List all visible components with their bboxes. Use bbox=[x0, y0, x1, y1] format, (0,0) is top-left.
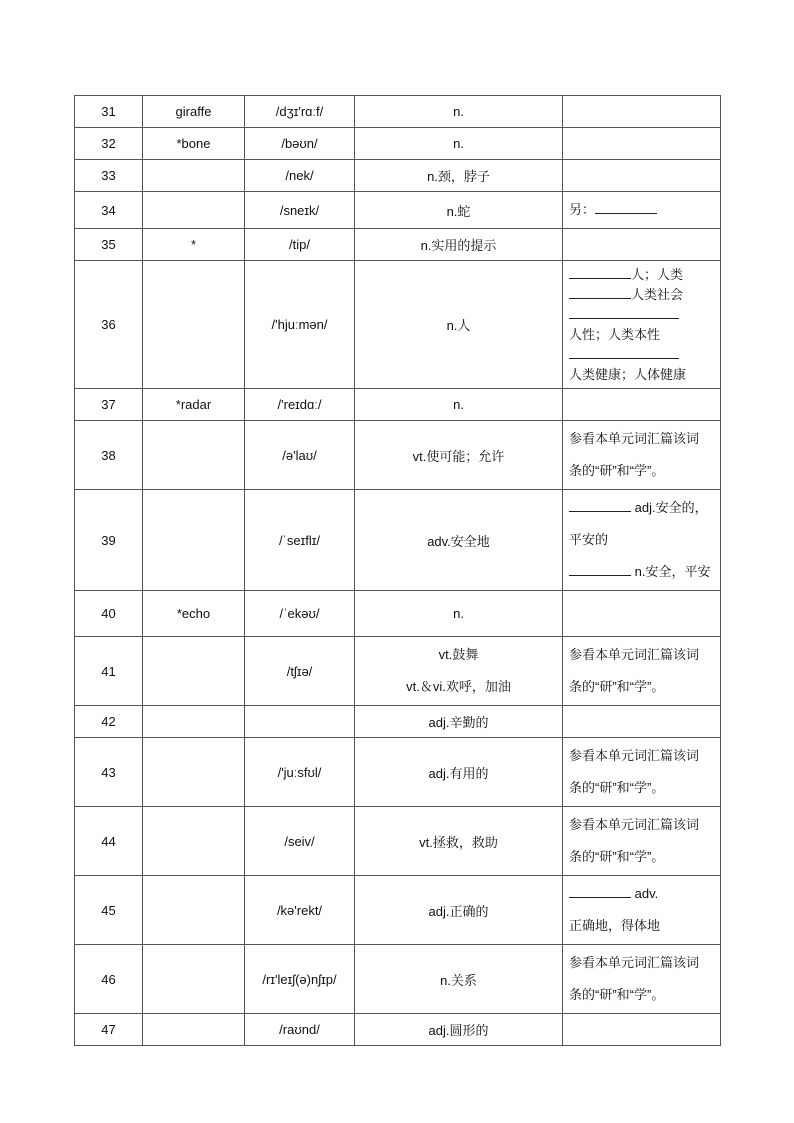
fill-blank[interactable] bbox=[569, 345, 679, 359]
note-line: adv. bbox=[569, 878, 714, 910]
fill-blank[interactable] bbox=[569, 498, 631, 512]
note-cell bbox=[563, 1014, 721, 1046]
row-number: 44 bbox=[75, 807, 143, 876]
note-line: 人；人类 bbox=[569, 265, 714, 285]
table-row bbox=[75, 192, 721, 229]
word-cell bbox=[143, 945, 245, 1014]
note-line: 条的“研”和“学”。 bbox=[569, 463, 665, 478]
word-cell bbox=[143, 637, 245, 706]
table-row bbox=[75, 807, 721, 876]
meaning-cell: vt.拯救，救助 bbox=[355, 807, 563, 876]
table-row bbox=[75, 738, 721, 807]
row-number: 39 bbox=[75, 490, 143, 591]
phonetic-cell bbox=[245, 706, 355, 738]
meaning-cell: adj.有用的 bbox=[355, 738, 563, 807]
note-cell bbox=[563, 96, 721, 128]
word-cell bbox=[143, 706, 245, 738]
phonetic-cell: /'juːsfʊl/ bbox=[245, 738, 355, 807]
table-row bbox=[75, 637, 721, 706]
note-line: 正确地，得体地 bbox=[569, 918, 661, 933]
meaning-cell: n. bbox=[355, 389, 563, 421]
word-cell: *bone bbox=[143, 128, 245, 160]
row-number: 36 bbox=[75, 261, 143, 389]
fill-blank[interactable] bbox=[569, 562, 631, 576]
phonetic-cell: /kə'rekt/ bbox=[245, 876, 355, 945]
meaning-cell: n.人 bbox=[355, 261, 563, 389]
note-text: 另： bbox=[569, 202, 596, 217]
note-line: 参看本单元词汇篇该词 bbox=[569, 955, 700, 970]
phonetic-cell: /dʒɪ'rɑːf/ bbox=[245, 96, 355, 128]
note-cell bbox=[563, 192, 721, 229]
phonetic-cell: /tip/ bbox=[245, 229, 355, 261]
note-line bbox=[569, 345, 714, 365]
table-row bbox=[75, 945, 721, 1014]
row-number: 32 bbox=[75, 128, 143, 160]
table-row bbox=[75, 1014, 721, 1046]
meaning-cell: n. bbox=[355, 591, 563, 637]
meaning-cell: adj.辛勤的 bbox=[355, 706, 563, 738]
fill-blank[interactable] bbox=[569, 884, 631, 898]
row-number: 47 bbox=[75, 1014, 143, 1046]
phonetic-cell: /tʃɪə/ bbox=[245, 637, 355, 706]
table-row bbox=[75, 261, 721, 389]
phonetic-cell: /raʊnd/ bbox=[245, 1014, 355, 1046]
word-cell bbox=[143, 490, 245, 591]
meaning-line: vt.鼓舞 bbox=[438, 647, 479, 662]
meaning-cell: adj.圆形的 bbox=[355, 1014, 563, 1046]
note-line: 平安的 bbox=[569, 532, 609, 547]
row-number: 46 bbox=[75, 945, 143, 1014]
phonetic-cell: /bəʊn/ bbox=[245, 128, 355, 160]
note-cell bbox=[563, 160, 721, 192]
note-cell bbox=[563, 421, 721, 490]
word-cell bbox=[143, 807, 245, 876]
meaning-cell bbox=[355, 637, 563, 706]
row-number: 38 bbox=[75, 421, 143, 490]
note-cell bbox=[563, 490, 721, 591]
note-line bbox=[569, 305, 714, 325]
word-cell bbox=[143, 192, 245, 229]
fill-blank[interactable] bbox=[595, 200, 657, 214]
fill-blank[interactable] bbox=[569, 285, 631, 299]
note-cell bbox=[563, 876, 721, 945]
note-line: 参看本单元词汇篇该词 bbox=[569, 748, 700, 763]
note-line: 条的“研”和“学”。 bbox=[569, 987, 665, 1002]
meaning-cell: n. bbox=[355, 128, 563, 160]
note-cell bbox=[563, 807, 721, 876]
table-row bbox=[75, 876, 721, 945]
row-number: 43 bbox=[75, 738, 143, 807]
phonetic-cell: /rɪ'leɪʃ(ə)nʃɪp/ bbox=[245, 945, 355, 1014]
note-line: 参看本单元词汇篇该词 bbox=[569, 431, 700, 446]
phonetic-cell: /ˈseɪflɪ/ bbox=[245, 490, 355, 591]
word-cell bbox=[143, 160, 245, 192]
note-line: 人类健康；人体健康 bbox=[569, 366, 687, 382]
meaning-cell: adj.正确的 bbox=[355, 876, 563, 945]
table-row bbox=[75, 128, 721, 160]
meaning-cell: n.颈，脖子 bbox=[355, 160, 563, 192]
table-row bbox=[75, 389, 721, 421]
note-line: 参看本单元词汇篇该词 bbox=[569, 647, 700, 662]
note-cell bbox=[563, 591, 721, 637]
word-cell: giraffe bbox=[143, 96, 245, 128]
row-number: 41 bbox=[75, 637, 143, 706]
word-cell bbox=[143, 738, 245, 807]
word-cell bbox=[143, 876, 245, 945]
note-line: 条的“研”和“学”。 bbox=[569, 780, 665, 795]
word-cell bbox=[143, 261, 245, 389]
note-line: adj.安全的， bbox=[569, 492, 714, 524]
word-cell: * bbox=[143, 229, 245, 261]
note-cell bbox=[563, 389, 721, 421]
meaning-cell: n.蛇 bbox=[355, 192, 563, 229]
table-row bbox=[75, 160, 721, 192]
meaning-cell: vt.使可能；允许 bbox=[355, 421, 563, 490]
phonetic-cell: /sneɪk/ bbox=[245, 192, 355, 229]
phonetic-cell: /ə'laʊ/ bbox=[245, 421, 355, 490]
vocabulary-table bbox=[74, 95, 721, 1046]
table-row bbox=[75, 96, 721, 128]
fill-blank[interactable] bbox=[569, 265, 631, 279]
row-number: 42 bbox=[75, 706, 143, 738]
table-row bbox=[75, 591, 721, 637]
meaning-cell: n.关系 bbox=[355, 945, 563, 1014]
row-number: 45 bbox=[75, 876, 143, 945]
fill-blank[interactable] bbox=[569, 305, 679, 319]
word-cell bbox=[143, 1014, 245, 1046]
note-cell bbox=[563, 637, 721, 706]
note-line: 人性；人类本性 bbox=[569, 326, 661, 342]
phonetic-cell: /nek/ bbox=[245, 160, 355, 192]
phonetic-cell: /'reɪdɑː/ bbox=[245, 389, 355, 421]
row-number: 35 bbox=[75, 229, 143, 261]
note-cell bbox=[563, 706, 721, 738]
row-number: 33 bbox=[75, 160, 143, 192]
note-cell bbox=[563, 261, 721, 389]
meaning-line: vt.＆vi.欢呼，加油 bbox=[406, 679, 511, 694]
note-cell bbox=[563, 945, 721, 1014]
meaning-cell: n. bbox=[355, 96, 563, 128]
row-number: 31 bbox=[75, 96, 143, 128]
meaning-cell: n.实用的提示 bbox=[355, 229, 563, 261]
phonetic-cell: /seiv/ bbox=[245, 807, 355, 876]
phonetic-cell: /ˈekəʊ/ bbox=[245, 591, 355, 637]
row-number: 34 bbox=[75, 192, 143, 229]
note-line: 条的“研”和“学”。 bbox=[569, 849, 665, 864]
note-cell bbox=[563, 229, 721, 261]
note-line: 条的“研”和“学”。 bbox=[569, 679, 665, 694]
note-line: n.安全，平安 bbox=[569, 556, 714, 588]
note-line: 人类社会 bbox=[569, 285, 714, 305]
meaning-cell: adv.安全地 bbox=[355, 490, 563, 591]
table-row bbox=[75, 421, 721, 490]
table-row bbox=[75, 229, 721, 261]
word-cell: *echo bbox=[143, 591, 245, 637]
word-cell: *radar bbox=[143, 389, 245, 421]
table-row bbox=[75, 706, 721, 738]
note-cell bbox=[563, 128, 721, 160]
table-row bbox=[75, 490, 721, 591]
phonetic-cell: /'hjuːmən/ bbox=[245, 261, 355, 389]
note-line: 参看本单元词汇篇该词 bbox=[569, 817, 700, 832]
row-number: 37 bbox=[75, 389, 143, 421]
note-cell bbox=[563, 738, 721, 807]
word-cell bbox=[143, 421, 245, 490]
row-number: 40 bbox=[75, 591, 143, 637]
